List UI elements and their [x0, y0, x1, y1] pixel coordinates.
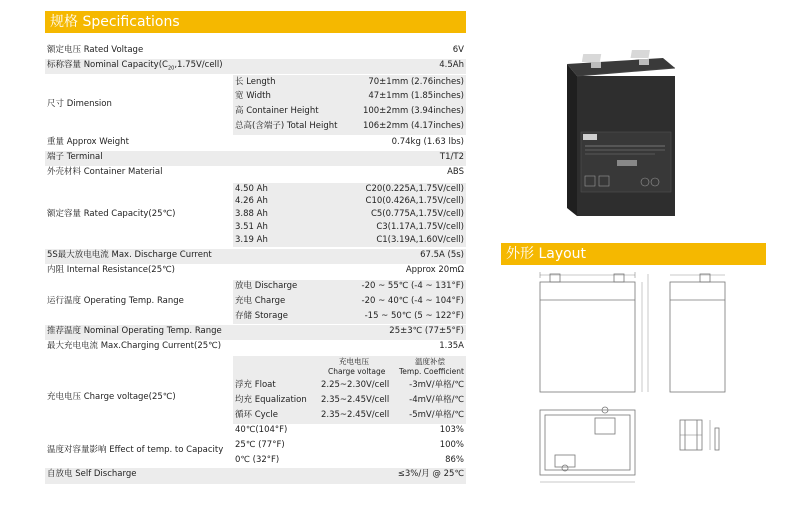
- dimension-label: 尺寸 Dimension: [47, 99, 112, 109]
- capacity-c20-ah: 4.50 Ah: [235, 184, 268, 194]
- dimension-total-height-value: 106±2mm (4.17inches): [362, 121, 464, 131]
- charge-voltage-label: 充电电压 Charge voltage(25℃): [47, 392, 176, 402]
- row-rated-capacity: [45, 183, 466, 247]
- max-charging-value: 1.35A: [439, 341, 464, 351]
- row-rated-voltage: [45, 44, 466, 59]
- capacity-c5-ah: 3.88 Ah: [235, 209, 268, 219]
- dimension-width-value: 47±1mm (1.85inches): [368, 91, 464, 101]
- row-weight: [45, 136, 466, 151]
- self-discharge-label: 自放电 Self Discharge: [47, 469, 137, 479]
- temp-discharge-name: 放电 Discharge: [235, 281, 298, 291]
- row-nominal-capacity: [45, 59, 466, 74]
- equalization-voltage: 2.35~2.45V/cell: [321, 395, 390, 405]
- temp-charge-value: -20 ~ 40℃ (-4 ~ 104°F): [361, 296, 464, 306]
- temp-range-subtable: [233, 280, 466, 324]
- temp-40-name: 40℃(104°F): [235, 425, 288, 435]
- temp-25-value: 100%: [439, 440, 464, 450]
- max-discharge-label: 5S最大放电电流 Max. Discharge Current: [47, 250, 212, 260]
- float-voltage: 2.25~2.30V/cell: [321, 380, 390, 390]
- cycle-name: 循环 Cycle: [235, 410, 278, 420]
- cycle-coef: -5mV/单格/℃: [409, 410, 464, 420]
- temp-coef-header-en: Temp. Coefficient: [399, 367, 464, 376]
- layout-drawing: [520, 270, 760, 495]
- self-discharge-value: ≤3%/月 @ 25℃: [397, 469, 464, 479]
- temp-25-name: 25℃ (77°F): [235, 440, 285, 450]
- temp-0-name: 0℃ (32°F): [235, 455, 280, 465]
- rated-voltage-value: 6V: [452, 45, 464, 55]
- capacity-c3-rate: C3(1.17A,1.75V/cell): [376, 222, 464, 232]
- rated-capacity-label: 额定容量 Rated Capacity(25℃): [47, 209, 176, 219]
- row-max-charging: [45, 340, 466, 355]
- terminal-label: 端子 Terminal: [47, 152, 103, 162]
- nominal-capacity-label: 标称容量 Nominal $Capacity(C_{20},1.75V/cell)$: [47, 60, 223, 72]
- row-temp-effect: [45, 424, 466, 468]
- row-nominal-temp: [45, 325, 466, 340]
- nominal-capacity-value: 4.5Ah: [439, 60, 464, 70]
- temp-0-value: 86%: [445, 455, 464, 465]
- rated-voltage-label: 额定电压 Rated Voltage: [47, 45, 144, 55]
- dimension-total-height-name: 总高(含端子) Total Height: [235, 121, 338, 131]
- equalization-name: 均充 Equalization: [235, 395, 307, 405]
- dimension-height-value: 100±2mm (3.94inches): [362, 106, 464, 116]
- charge-voltage-header-cn: 充电电压: [339, 357, 369, 366]
- capacity-c5-rate: C5(0.775A,1.75V/cell): [370, 209, 464, 219]
- temp-range-label: 运行温度 Operating Temp. Range: [47, 296, 184, 306]
- layout-banner: 外形 Layout: [501, 243, 766, 265]
- temp-effect-label: 温度对容量影响 Effect of temp. to Capacity: [47, 445, 224, 455]
- dimension-length-name: 长 Length: [235, 77, 276, 87]
- temp-coef-header-cn: 温度补偿: [415, 357, 445, 366]
- row-container: [45, 166, 466, 181]
- temp-discharge-value: -20 ~ 55℃ (-4 ~ 131°F): [361, 281, 464, 291]
- temp-40-value: 103%: [439, 425, 464, 435]
- terminal-value: T1/T2: [439, 152, 464, 162]
- container-label: 外壳材料 Container Material: [47, 167, 163, 177]
- container-value: ABS: [447, 167, 464, 177]
- row-temp-range: [45, 280, 466, 324]
- battery-product-image: [555, 44, 680, 224]
- capacity-c10-rate: C10(0.426A,1.75V/cell): [365, 196, 464, 206]
- dimension-height-name: 高 Container Height: [235, 106, 319, 116]
- temp-storage-name: 存储 Storage: [235, 311, 288, 321]
- temp-charge-name: 充电 Charge: [235, 296, 286, 306]
- capacity-c1-rate: C1(3.19A,1.60V/cell): [376, 235, 464, 245]
- charge-voltage-header-en: Charge voltage: [328, 367, 386, 376]
- equalization-coef: -4mV/单格/℃: [409, 395, 464, 405]
- internal-resistance-value: Approx 20mΩ: [405, 265, 464, 275]
- capacity-c20-rate: C20(0.225A,1.75V/cell): [365, 184, 464, 194]
- dimension-width-name: 宽 Width: [235, 91, 271, 101]
- cycle-voltage: 2.35~2.45V/cell: [321, 410, 390, 420]
- internal-resistance-label: 内阻 Internal Resistance(25℃): [47, 265, 175, 275]
- specifications-banner: 规格 Specifications: [45, 11, 466, 33]
- max-charging-label: 最大充电电流 Max.Charging Current(25℃): [47, 341, 222, 351]
- charge-voltage-subtable: [233, 356, 466, 424]
- capacity-c3-ah: 3.51 Ah: [235, 222, 268, 232]
- row-internal-resistance: [45, 264, 466, 279]
- dimension-subtable: [233, 75, 466, 135]
- weight-label: 重量 Approx Weight: [47, 137, 129, 147]
- weight-value: 0.74kg (1.63 lbs): [391, 137, 464, 147]
- row-dimension: [45, 75, 466, 135]
- capacity-c10-ah: 4.26 Ah: [235, 196, 268, 206]
- row-self-discharge: [45, 468, 466, 484]
- rated-capacity-subtable: [233, 183, 466, 247]
- row-terminal: [45, 151, 466, 166]
- nominal-temp-value: 25±3℃ (77±5°F): [389, 326, 464, 336]
- row-max-discharge: [45, 249, 466, 264]
- nominal-temp-label: 推荐温度 Nominal Operating Temp. Range: [47, 326, 222, 336]
- temp-storage-value: -15 ~ 50℃ (5 ~ 122°F): [364, 311, 464, 321]
- row-charge-voltage: [45, 356, 466, 424]
- capacity-c1-ah: 3.19 Ah: [235, 235, 268, 245]
- dimension-length-value: 70±1mm (2.76inches): [368, 77, 464, 87]
- temp-effect-subtable: [233, 424, 466, 468]
- float-name: 浮充 Float: [235, 380, 276, 390]
- max-discharge-value: 67.5A (5s): [420, 250, 464, 260]
- float-coef: -3mV/单格/℃: [409, 380, 464, 390]
